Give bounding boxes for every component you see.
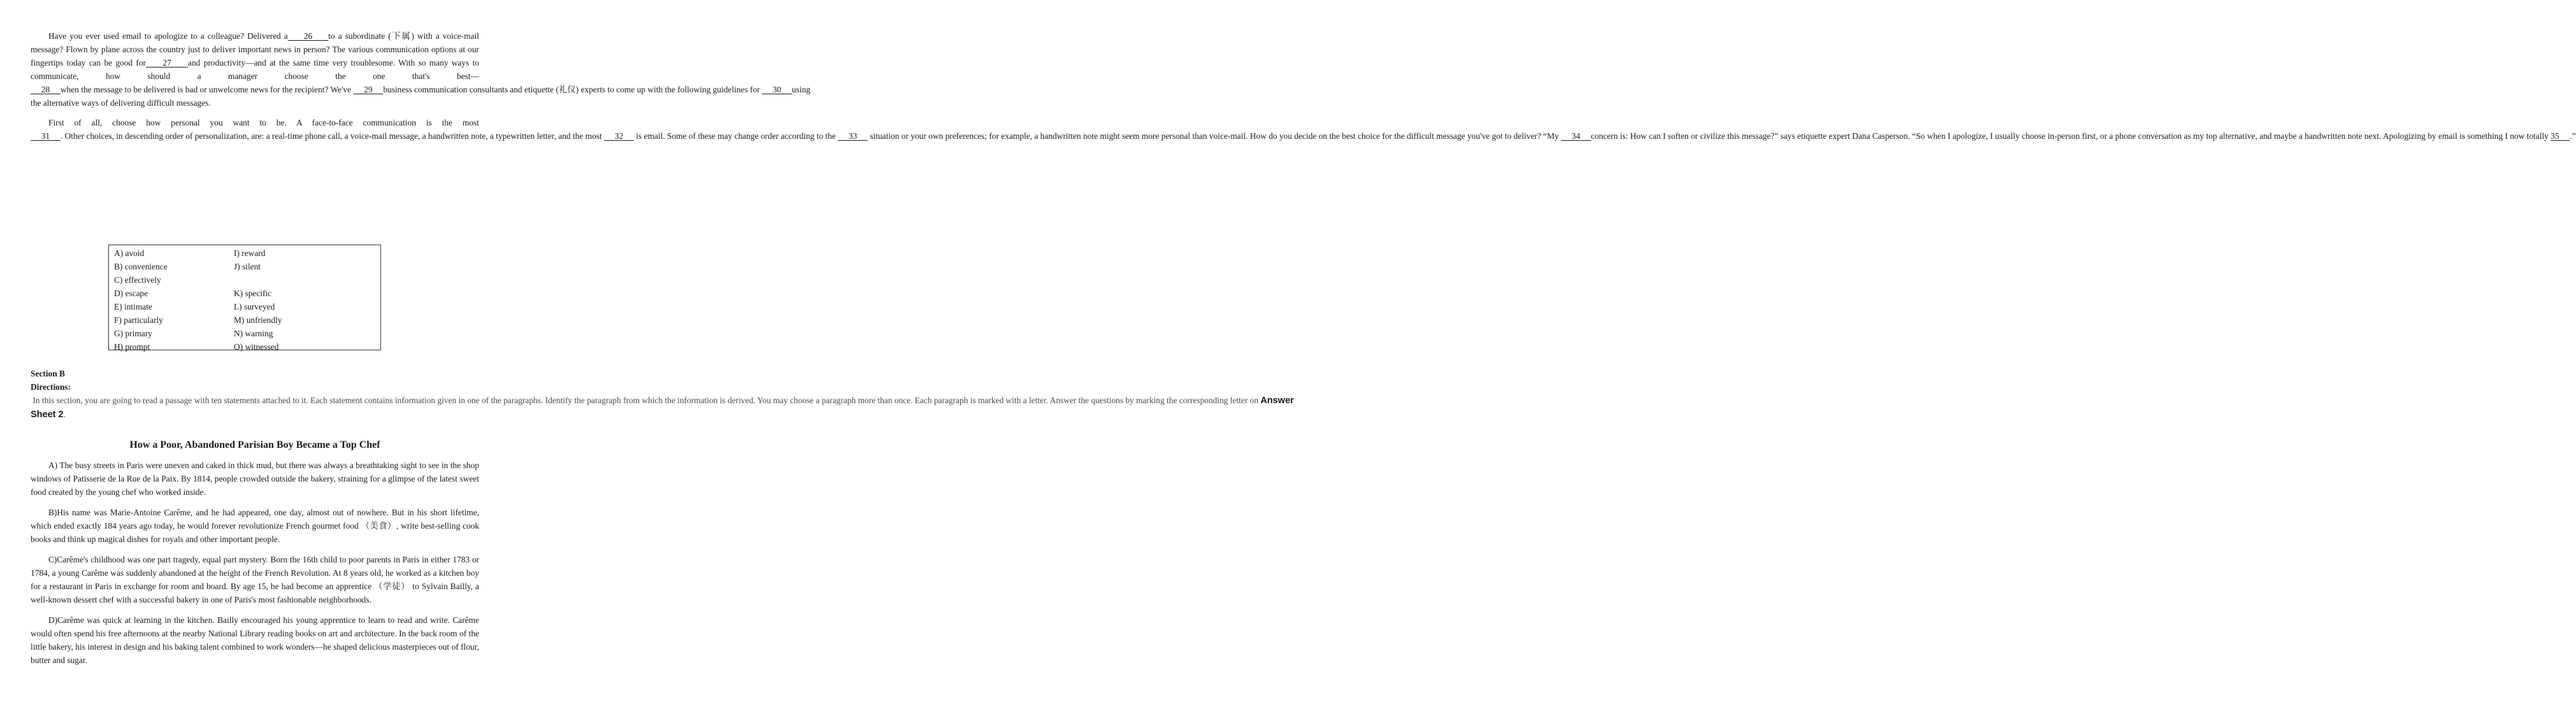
blank-35: 35 [2551, 131, 2570, 141]
word-bank [108, 245, 381, 350]
passage-text: .” [2570, 131, 2576, 141]
blank-31: 31 [31, 131, 61, 141]
option-c: C) effectively [114, 275, 161, 285]
blank-32: 32 [604, 131, 634, 141]
story-title: How a Poor, Abandoned Parisian Boy Became a Top Chef [129, 439, 380, 450]
option-d: D) escape [114, 289, 148, 298]
option-f: F) particularly [114, 315, 163, 325]
blank-34: 34 [1560, 131, 1591, 141]
word-bank-row [114, 300, 380, 313]
directions [31, 380, 1294, 422]
word-bank-row [114, 327, 380, 340]
passage-text: concern is: How can I soften or civilize this message?” says etiquette expert Dana Casperson. “So when I apologize, I usually choose in-person first, or a phone conversation as my top alternative, and maybe a handwritten note next. Apologizing by email is something I now totally [1590, 131, 2551, 141]
passage-text: First of all, choose how personal you want to be. A face-to-face communication is the most [48, 118, 479, 127]
directions-end: . [63, 410, 66, 419]
word-bank-row [114, 313, 380, 327]
blank-30: 30 [761, 85, 792, 94]
option-l: L) surveyed [234, 302, 275, 311]
passage-paragraph-2 [31, 116, 2576, 143]
option-a: A) avoid [114, 248, 145, 258]
story-body [31, 459, 479, 667]
option-b: B) convenience [114, 262, 168, 271]
word-bank-row [114, 340, 380, 353]
option-n: N) warning [234, 329, 273, 338]
blank-28: 28 [31, 85, 61, 94]
blank-29: 29 [353, 85, 384, 94]
cloze-passage [31, 29, 2576, 143]
word-bank-row [114, 246, 380, 260]
story-paragraph-a: A) The busy streets in Paris were uneven and caked in thick mud, but there was always a breathtaking sight to see in the shop windows of Patisserie de la Rue de la Paix. By 1814, people crowded outside the bakery, straining for a glimpse of the latest sweet food created by the young chef who worked inside. [31, 460, 479, 497]
passage-text: situation or your own preferences; for example, a handwritten note might seem more personal than voice-mail. How do you decide on the best choice for the difficult message you've got to deliver? “My [867, 131, 1561, 141]
story-paragraph-d: D)Carême was quick at learning in the kitchen. Bailly encouraged his young apprentice to learn to read and write. Carême would often spend his free afternoons at the nearby National Library reading books on art and architecture. In the back room of the little bakery, his interest in design and his baking talent combined to work wonders—he shaped delicious masterpieces out of flour, butter and sugar. [31, 615, 479, 665]
blank-33: 33 [838, 131, 868, 141]
option-e: E) intimate [114, 302, 152, 311]
story-paragraph-b: B)His name was Marie-Antoine Carême, and he had appeared, one day, almost out of nowhere. But in his short lifetime, which ended exactly 184 years ago today, he would forever revolutionize French gourmet food （美食）, write best-selling cook books and think up magical dishes for royals and other important people. [31, 508, 479, 544]
option-m: M) unfriendly [234, 315, 282, 325]
blank-27: 27 [146, 58, 189, 68]
option-i: I) reward [234, 248, 266, 258]
passage-text: business communication consultants and etiquette (礼仪) experts to come up with the following guidelines for [383, 85, 762, 94]
word-bank-row [114, 273, 380, 287]
option-h: H) prompt [114, 342, 150, 352]
option-k: K) specific [234, 289, 272, 298]
passage-text: is email. Some of these may change order according to the [633, 131, 838, 141]
passage-text: . Other choices, in descending order of personalization, are: a real-time phone call, a voice-mail message, a handwritten note, a typewritten letter, and the most [60, 131, 605, 141]
story-paragraph-c: C)Carême's childhood was one part tragedy, equal part mystery. Born the 16th child to poor parents in Paris in either 1783 or 1784, a young Carême was suddenly abandoned at the height of the French Revolution. At 8 years old, he worked as a kitchen boy for a restaurant in Paris in exchange for room and board. By age 15, he had become an apprentice （学徒） to Sylvain Bailly, a well-known dessert chef with a successful bakery in one of Paris's most fashionable neighborhoods. [31, 555, 479, 604]
answer-sheet-label: Answer Sheet 2 [31, 396, 1294, 420]
passage-text: Have you ever used email to apologize to a colleague? Delivered a [48, 31, 288, 41]
option-o: O) witnessed [234, 342, 279, 352]
passage-text: using the alternative ways of delivering difficult messages. [31, 85, 810, 108]
word-bank-row [114, 287, 380, 300]
option-j: J) silent [234, 262, 261, 271]
section-title: Section B [31, 369, 65, 378]
option-g: G) primary [114, 329, 152, 338]
directions-text: In this section, you are going to read a passage with ten statements attached to it. Each statement contains information given in one of the paragraphs. Identify the paragraph from which the information is derived. You may choose a paragraph more than once. Each paragraph is marked with a letter. Answer the questions by marking the corresponding letter on [31, 396, 1261, 405]
directions-label: Directions: [31, 382, 71, 392]
word-bank-row [114, 260, 380, 273]
passage-text: to a subordinate (下属) with a voice-mail message? Flown by plane across the country just to deliver important news in person? The various communication options at our fingertips today can be good for [31, 31, 479, 68]
passage-paragraph-1 [31, 29, 810, 110]
passage-text: when the message to be delivered is bad or unwelcome news for the recipient? We've [60, 85, 354, 94]
passage-text: and productivity—and at the same time very troublesome. With so many ways to communicate, how should a manager choose the one that's best— [31, 58, 479, 81]
blank-26: 26 [287, 31, 329, 41]
